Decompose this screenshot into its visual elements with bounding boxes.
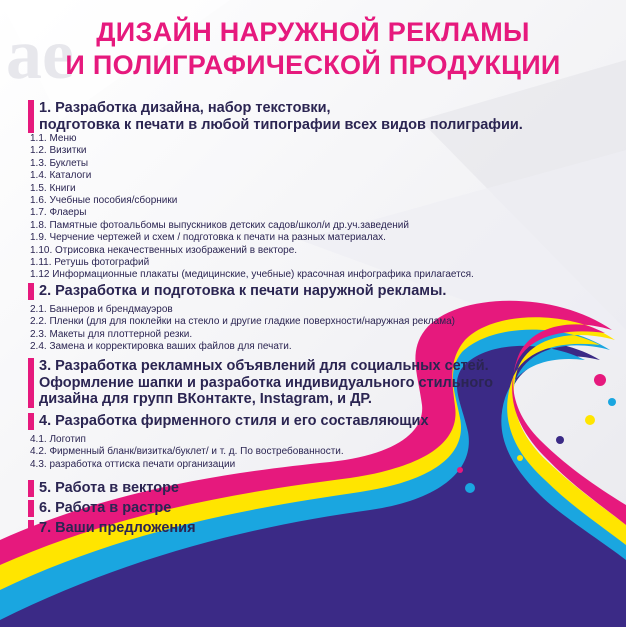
section-heading-line: 6. Работа в растре xyxy=(39,500,172,516)
section-heading-line: Оформление шапки и разработка индивидуального стильного xyxy=(39,374,493,391)
section-heading-line: 2. Разработка и подготовка к печати наружной рекламы. xyxy=(39,283,447,299)
section-heading-line: 4. Разработка фирменного стиля и его составляющих xyxy=(39,413,429,429)
list-item: 1.7. Флаеры xyxy=(30,207,87,219)
section-heading-line: 3. Разработка рекламных объявлений для социальных сетей. xyxy=(39,358,489,374)
list-item: 2.4. Замена и корректировка ваших файлов для печати. xyxy=(30,341,292,353)
list-item: 1.1. Меню xyxy=(30,133,77,144)
list-item: 2.3. Макеты для плоттерной резки. xyxy=(30,328,193,340)
section-2-list xyxy=(30,304,455,354)
section-4-list xyxy=(30,434,344,471)
title-line-2: И ПОЛИГРАФИЧЕСКОЙ ПРОДУКЦИИ xyxy=(65,50,561,80)
watermark-logo: ae xyxy=(6,14,74,94)
section-1-heading xyxy=(28,100,523,133)
list-item: 4.3. разработка оттиска печати организации xyxy=(30,458,236,470)
list-item: 1.12 Информационные плакаты (медицинские, учебные) красочная инфографика прилагается. xyxy=(30,269,474,281)
list-item: 4.2. Фирменный бланк/визитка/буклет/ и т. д. По востребованности. xyxy=(30,446,344,458)
section-2-heading xyxy=(28,283,446,300)
list-item: 1.9. Черчение чертежей и схем / подготовка к печати на разных материалах. xyxy=(30,232,386,244)
section-heading-line: 1. Разработка дизайна, набор текстовки, xyxy=(39,100,331,116)
list-item: 1.8. Памятные фотоальбомы выпускников детских садов/школ/и др.уч.заведений xyxy=(30,219,409,231)
list-item: 1.4. Каталоги xyxy=(30,170,92,182)
section-heading-line: 7. Ваши предложения xyxy=(39,520,196,536)
section-heading-line: дизайна для групп ВКонтакте, Instagram, и ДР. xyxy=(39,391,372,407)
page-title xyxy=(0,16,626,82)
list-item: 1.3. Буклеты xyxy=(30,157,89,169)
list-item: 1.2. Визитки xyxy=(30,145,87,157)
list-item: 1.10. Отрисовка некачественных изображений в векторе. xyxy=(30,244,298,256)
section-4-heading xyxy=(28,413,429,430)
list-item: 2.2. Пленки (для для поклейки на стекло и другие гладкие поверхности/наружная реклама) xyxy=(30,316,455,328)
list-item: 1.5. Книги xyxy=(30,182,76,194)
section-7-heading xyxy=(28,520,196,537)
title-line-1: ДИЗАЙН НАРУЖНОЙ РЕКЛАМЫ xyxy=(96,17,530,47)
section-1-list xyxy=(30,133,474,282)
list-item: 1.6. Учебные пособия/сборники xyxy=(30,195,178,207)
section-6-heading xyxy=(28,500,171,517)
section-heading-line: 5. Работа в векторе xyxy=(39,480,179,496)
list-item: 2.1. Баннеров и брендмауэров xyxy=(30,304,173,315)
list-item: 1.11. Ретушь фотографий xyxy=(30,257,150,269)
section-3-heading xyxy=(28,358,493,408)
list-item: 4.1. Логотип xyxy=(30,434,86,445)
section-heading-line: подготовка к печати в любой типографии всех видов полиграфии. xyxy=(39,116,523,133)
section-5-heading xyxy=(28,480,179,497)
